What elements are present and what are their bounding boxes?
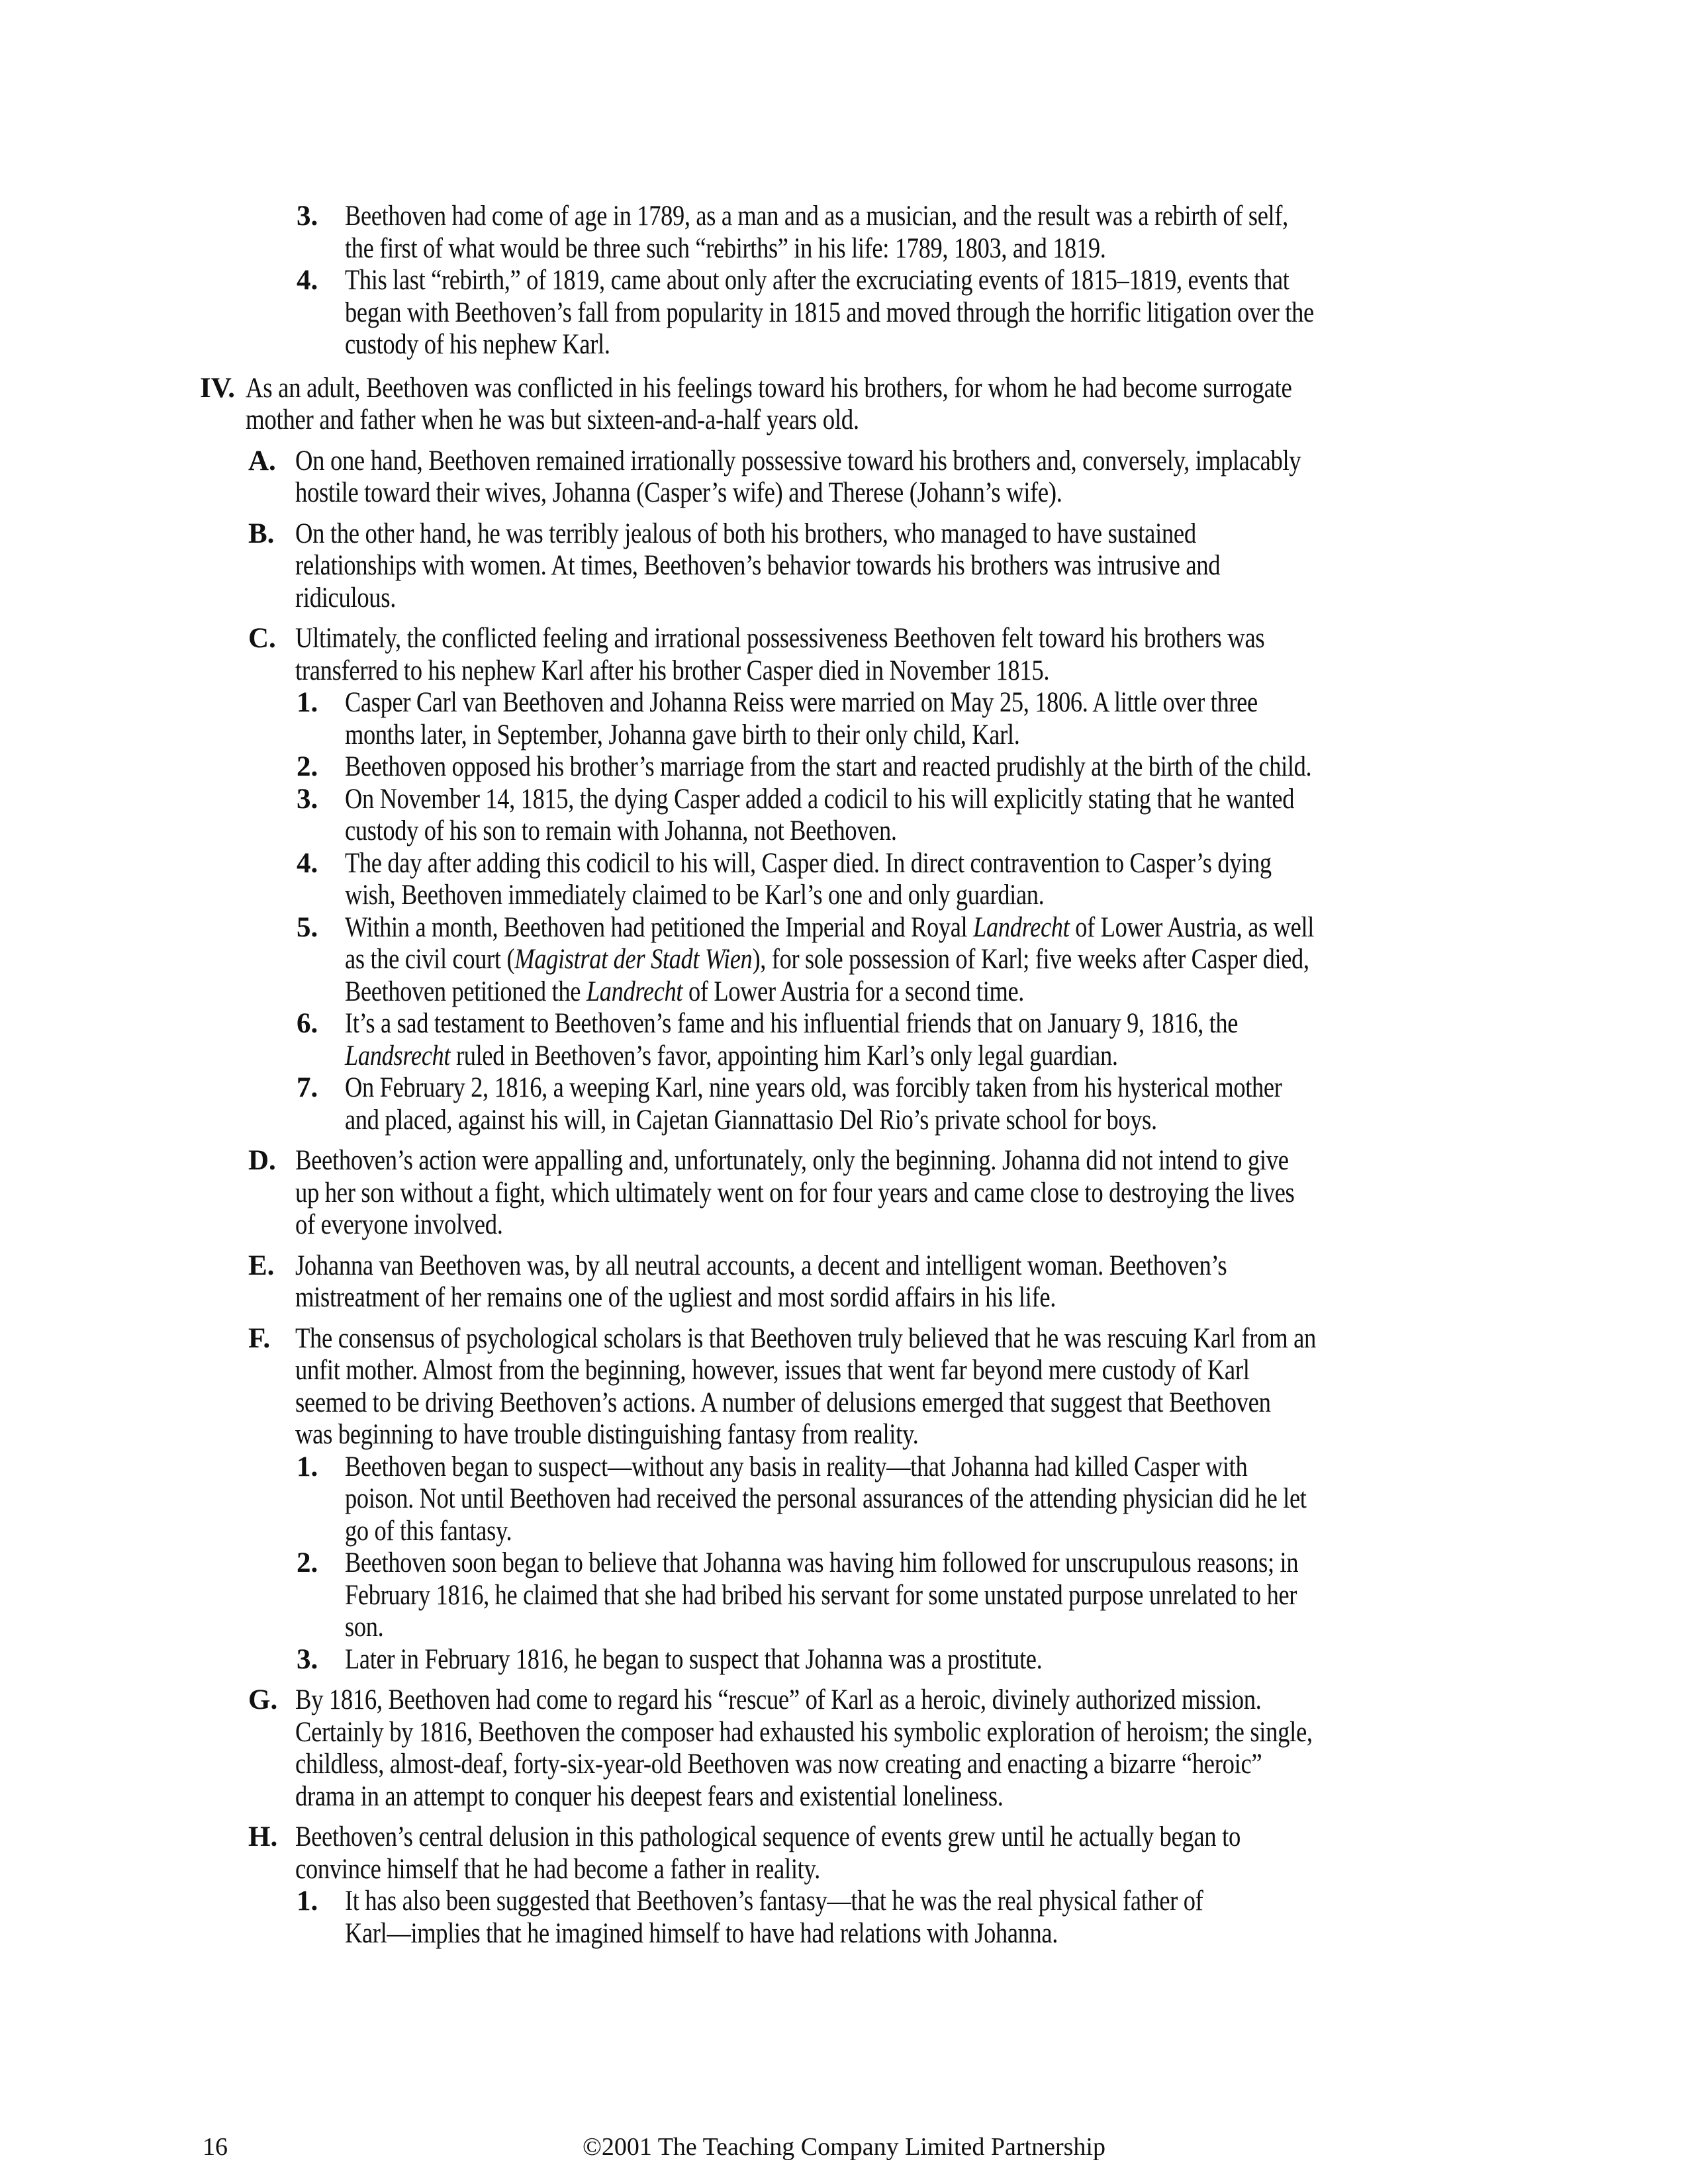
text-line: Beethoven had come of age in 1789, as a man and as a musician, and the result was a rebirth of self,: [345, 201, 1288, 232]
outline-item-number: [0, 784, 1688, 848]
outline-text: [345, 1886, 1688, 1950]
text-line: Johanna van Beethoven was, by all neutral accounts, a decent and intelligent woman. Beethoven’s: [295, 1250, 1227, 1281]
text-line: unfit mother. Almost from the beginning, however, issues that went far beyond mere custody of Karl: [295, 1355, 1250, 1386]
outline-text: [246, 373, 1688, 437]
text-line: mother and father when he was but sixteen-and-a-half years old.: [246, 404, 859, 435]
text-line: relationships with women. At times, Beethoven’s behavior towards his brothers was intrusive and: [295, 550, 1221, 581]
outline-item-number: [0, 201, 1688, 265]
outline-text: [295, 1684, 1688, 1813]
text-line: seemed to be driving Beethoven’s actions. A number of delusions emerged that suggest that Beethoven: [295, 1387, 1271, 1418]
text-line: custody of his son to remain with Johanna, not Beethoven.: [345, 815, 897, 846]
text-line: On the other hand, he was terribly jealous of both his brothers, who managed to have sustained: [295, 518, 1196, 549]
text-line: Beethoven soon began to believe that Johanna was having him followed for unscrupulous reasons; in: [345, 1547, 1299, 1578]
page-number: 16: [203, 2133, 228, 2161]
text-segment: ruled in Beethoven’s favor, appointing him Karl’s only legal guardian.: [450, 1040, 1118, 1071]
outline-marker: C.: [248, 623, 276, 654]
footer-copyright: [0, 2132, 1688, 2161]
text-line: ridiculous.: [295, 582, 397, 614]
outline-item-number: [0, 1644, 1688, 1676]
text-line: and placed, against his will, in Cajetan Giannattasio Del Rio’s private school for boys.: [345, 1104, 1157, 1136]
outline-item-letter: [0, 623, 1688, 687]
outline-text: [345, 201, 1688, 265]
outline-marker: IV.: [200, 372, 235, 404]
outline-text: [295, 623, 1688, 687]
outline-marker: 3.: [297, 783, 318, 815]
text-line: of everyone involved.: [295, 1209, 503, 1240]
outline-marker: 1.: [297, 1451, 318, 1482]
text-line: The consensus of psychological scholars is that Beethoven truly believed that he was rescuing Karl from an: [295, 1322, 1317, 1354]
text-line: [345, 944, 1483, 976]
outline-text: [345, 1072, 1688, 1136]
text-segment: Beethoven petitioned the: [345, 976, 586, 1007]
text-line: transferred to his nephew Karl after his brother Casper died in November 1815.: [295, 655, 1050, 686]
text-line: Beethoven opposed his brother’s marriage from the start and reacted prudishly at the birth of the child.: [345, 751, 1312, 782]
text-line: This last “rebirth,” of 1819, came about only after the excruciating events of 1815–1819, events that: [345, 265, 1289, 296]
outline-item-number: [0, 1072, 1688, 1136]
outline-text: [295, 1250, 1688, 1314]
outline-text: [345, 687, 1688, 751]
outline-body: [0, 201, 1688, 1950]
text-line: Beethoven began to suspect—without any basis in reality—that Johanna had killed Casper with: [345, 1451, 1248, 1482]
outline-item-letter: [0, 445, 1688, 510]
outline-marker: 1.: [297, 1886, 318, 1917]
text-line: go of this fantasy.: [345, 1515, 512, 1547]
text-line: hostile toward their wives, Johanna (Casper’s wife) and Therese (Johann’s wife).: [295, 477, 1062, 508]
outline-marker: F.: [248, 1322, 271, 1354]
outline-marker: 7.: [297, 1072, 318, 1103]
outline-text: [345, 848, 1688, 912]
outline-text: [345, 1008, 1688, 1072]
text-line: On one hand, Beethoven remained irrationally possessive toward his brothers and, conversely, implacably: [295, 445, 1301, 477]
text-line: drama in an attempt to conquer his deepest fears and existential loneliness.: [295, 1780, 1004, 1812]
outline-marker: 3.: [297, 1643, 318, 1675]
text-line: poison. Not until Beethoven had received the personal assurances of the attending physician did he let: [345, 1483, 1307, 1514]
text-line: convince himself that he had become a father in reality.: [295, 1853, 820, 1885]
outline-marker: 2.: [297, 751, 318, 782]
outline-item-letter: [0, 1684, 1688, 1813]
outline-item-number: [0, 1008, 1688, 1072]
outline-text: [295, 1821, 1688, 1886]
text-line: Karl—implies that he imagined himself to have had relations with Johanna.: [345, 1917, 1058, 1949]
outline-marker: 4.: [297, 847, 318, 879]
outline-marker: E.: [248, 1250, 275, 1281]
text-segment: as the civil court (: [345, 944, 515, 975]
outline-item-roman: [0, 373, 1688, 437]
text-line: [345, 976, 1483, 1009]
text-line: By 1816, Beethoven had come to regard his “rescue” of Karl as a heroic, divinely authorized mission.: [295, 1684, 1262, 1715]
italic-term: Magistrat der Stadt Wien: [514, 944, 753, 975]
text-line: As an adult, Beethoven was conflicted in his feelings toward his brothers, for whom he had become surrogate: [246, 372, 1292, 404]
outline-marker: 3.: [297, 201, 318, 232]
text-line: Ultimately, the conflicted feeling and irrational possessiveness Beethoven felt toward his brothers was: [295, 623, 1265, 654]
outline-text: [345, 1644, 1688, 1676]
text-line: On November 14, 1815, the dying Casper added a codicil to his will explicitly stating that he wanted: [345, 783, 1295, 815]
italic-term: Landrecht: [973, 911, 1070, 943]
outline-text: [345, 1547, 1688, 1644]
italic-term: Landsrecht: [345, 1040, 451, 1071]
text-line: [345, 912, 1483, 944]
outline-text: [295, 1323, 1688, 1451]
outline-marker: 1.: [297, 687, 318, 718]
text-line: was beginning to have trouble distinguishing fantasy from reality.: [295, 1419, 919, 1450]
outline-marker: 5.: [297, 911, 318, 943]
outline-text: [345, 1451, 1688, 1548]
text-line: up her son without a fight, which ultimately went on for four years and came close to destroying the lives: [295, 1177, 1295, 1208]
outline-text: [345, 751, 1688, 784]
text-line: custody of his nephew Karl.: [345, 329, 610, 360]
outline-text: [345, 912, 1688, 1009]
text-line: [345, 1040, 1483, 1073]
outline-item-letter: [0, 518, 1688, 615]
outline-marker: 2.: [297, 1547, 318, 1578]
outline-item-number: [0, 751, 1688, 784]
outline-item-number: [0, 1451, 1688, 1548]
outline-marker: B.: [248, 518, 275, 549]
outline-text: [295, 518, 1688, 615]
outline-item-letter: [0, 1821, 1688, 1886]
outline-item-letter: [0, 1145, 1688, 1242]
text-line: The day after adding this codicil to his will, Casper died. In direct contravention to Casper’s dying: [345, 847, 1272, 879]
outline-item-number: [0, 265, 1688, 361]
text-line: Beethoven’s action were appalling and, unfortunately, only the beginning. Johanna did not intend to give: [295, 1145, 1289, 1176]
text-segment: of Lower Austria, as well: [1069, 911, 1315, 943]
text-line: son.: [345, 1612, 384, 1643]
text-line: mistreatment of her remains one of the ugliest and most sordid affairs in his life.: [295, 1282, 1056, 1313]
outline-marker: D.: [248, 1145, 276, 1176]
text-line: Certainly by 1816, Beethoven the composer had exhausted his symbolic exploration of heroism; the single,: [295, 1716, 1313, 1748]
text-line: On February 2, 1816, a weeping Karl, nine years old, was forcibly taken from his hysterical mother: [345, 1072, 1282, 1103]
text-segment: ), for sole possession of Karl; five weeks after Casper died,: [752, 944, 1309, 975]
text-segment: of Lower Austria for a second time.: [682, 976, 1025, 1007]
outline-item-number: [0, 1886, 1688, 1950]
outline-text: [295, 1145, 1688, 1242]
outline-text: [345, 784, 1688, 848]
outline-item-number: [0, 848, 1688, 912]
outline-text: [345, 265, 1688, 361]
text-line: childless, almost-deaf, forty-six-year-old Beethoven was now creating and enacting a bizarre “heroic”: [295, 1749, 1262, 1780]
italic-term: Landrecht: [586, 976, 683, 1007]
outline-item-number: [0, 912, 1688, 1009]
outline-item-letter: [0, 1323, 1688, 1451]
text-line: Beethoven’s central delusion in this pathological sequence of events grew until he actually began to: [295, 1821, 1241, 1852]
outline-item-number: [0, 1547, 1688, 1644]
text-line: It has also been suggested that Beethoven’s fantasy—that he was the real physical father of: [345, 1886, 1203, 1917]
text-line: months later, in September, Johanna gave birth to their only child, Karl.: [345, 719, 1020, 751]
text-line: wish, Beethoven immediately claimed to be Karl’s one and only guardian.: [345, 880, 1045, 911]
outline-marker: 4.: [297, 265, 318, 296]
text-line: the first of what would be three such “rebirths” in his life: 1789, 1803, and 1819.: [345, 232, 1106, 264]
outline-marker: H.: [248, 1821, 278, 1852]
copyright-text: ©2001 The Teaching Company Limited Partnership: [583, 2133, 1105, 2161]
outline-marker: A.: [248, 445, 276, 477]
text-line: Casper Carl van Beethoven and Johanna Reiss were married on May 25, 1806. A little over three: [345, 687, 1258, 718]
outline-item-letter: [0, 1250, 1688, 1314]
text-line: It’s a sad testament to Beethoven’s fame and his influential friends that on January 9, 1816, the: [345, 1008, 1239, 1039]
text-line: Later in February 1816, he began to suspect that Johanna was a prostitute.: [345, 1643, 1043, 1675]
outline-marker: 6.: [297, 1008, 318, 1039]
text-segment: Within a month, Beethoven had petitioned the Imperial and Royal: [345, 911, 974, 943]
outline-marker: G.: [248, 1684, 278, 1715]
outline-text: [295, 445, 1688, 510]
text-line: February 1816, he claimed that she had bribed his servant for some unstated purpose unrelated to her: [345, 1579, 1297, 1611]
text-line: began with Beethoven’s fall from popularity in 1815 and moved through the horrific litigation over the: [345, 296, 1314, 328]
outline-item-number: [0, 687, 1688, 751]
